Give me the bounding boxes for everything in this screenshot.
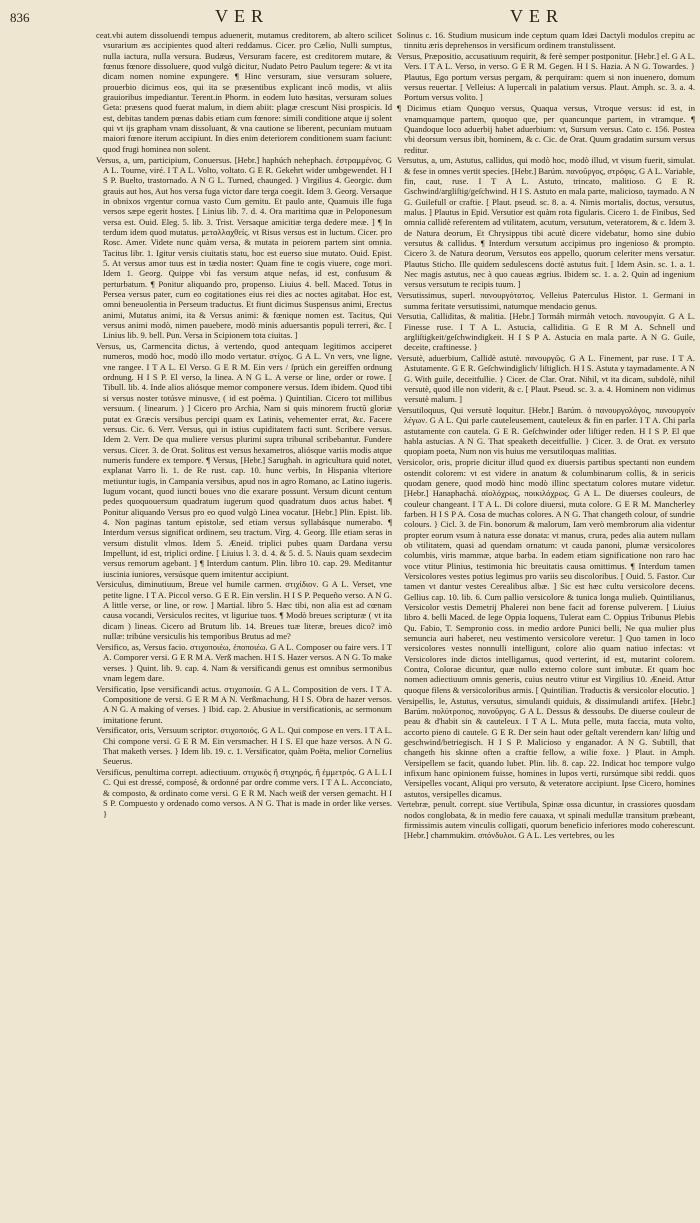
dictionary-entry: Versificator, oris, Versuum scriptor. στιχοποιός. G A L. Qui compose en vers. I T A L. Chi compone versi. G E R M. Ein versmacher. H I S. El que haze versos. A N G. That maketh verses. } Idem lib. 19. c. 1. Versificator, quàm Poëta, melior Cornelius Seuerus. <box>96 725 392 767</box>
dictionary-entry: Versicolor, oris, proprie dicitur illud quod ex diuersis partibus spectanti non eundem ostendit colorem: vt est videre in anatum & columbinarum collis, & in sericis quodam genere, quod modò hinc modò illinc spectatum colores mutare videtur. [Hebr.] Hanaphachá. αἰολόχρως, ποικιλόχρως. G A L. De diuerses couleurs, de couleur changeant. I T A L. Di colore diuersi, muta colore. G E R M. Mancherley farben. H I S P A. Cosa de muchas colores. A N G. That changeth colour, of sundrie colours. } Cicl. 3. de Fin. bonorum & malorum, Iam verò membrorum alia videntur propter eorum vsum à natura esse donata: vt manus, crura, pedes alia autem nullam ob vtilitatem, quasi ad quendam ornatum: vt cauda panoni, plumæ versicolores columbis, viris mammæ, atque barba. In eadem etiam significatione non raro hac voce vtitur Plinius, testimonia hic breuitatis causa omittimus. ¶ Interdum tamen Versicolores vestes potius legimus pro variis seu discoloribus. [ Ouid. 5. Fastor. Cur tamen vt dantur vestes Cerealibus albæ. ] Sic est hæc cultu versicolore decens. Gellius cap. 10. lib. 6. Cum pallio versicolore & tunica longa mulieb. Quintilianus, Versicolor vestis Demetrij Phalerei non bene facit ad forense pulverem. [ Liuius libro 4. belli Maced. de lege Oppia loquens, Tulerat eam C. Oppius Tribunus Plebis Qu. Fabio, T. Sempronio coss. in medio ardore Punici belli, Ne qua mulier plus semuncia auri haberet, neu vestimento versicolore veretur. ] Quo tamen in loco versicolores vestes nonnulli intelligunt, colore alio quam natiuo infectas: vt Versicolores inde dictos intelligamus, quod verterint, id est, mutarint colorem. Contra, Colorae dicuntur, quæ nullo externo colore sunt imbutæ. Et quam hoc nomen adiectiuum omnis generis, cuius neutro vtitur est Virgilius 10. Æneid. Attur quoque filens & versicoloribus armis. [ Quintilian. Traductis & versicolor elocutio. ] <box>397 457 695 695</box>
page-header <box>0 6 700 28</box>
left-column <box>96 30 392 1215</box>
dictionary-entry: Versutissimus, superl. πανουργότατος. Velleius Paterculus Histor. 1. Germani in summa feritate versutissimi, natumque mendacio genus. <box>397 290 695 311</box>
dictionary-entry: Versus, us, Carmencita dictus, à vertendo, quod antequam legitimos acciperet numeros, modò hoc, modò illo modo vertatur. στίχος. G A L. Vn vers, vne ligne, vne rangee. I T A L. El Verso. G E R M. Ein vers / ſprüch ein gereiffen ordnung ordnung. H I S P. El verso, la linea. A N G L. A verse or line, order or rowe. [ Tibull. lib. 4. Inde alios aliósque memor componere versus. Idem ibidem. Quod tibi si versus noster totúsve minusve, ( id est poëma. ) Quintilian. Cicero tot millibus versuum. ( linearum. ) ] Cicero pro Archia, Nam si quis minorem fructū gloriæ putat ex Græcis versibus percipi quam ex Latinis, vehementer errat, &c. Facere versus. Cic. 6. Verr. Versus, qui in istius cupiditatem facti sunt. Scribere versus. Idem 2. Verr. De qua muliere versus plurimi supra tribunal scribebantur. Fundere versus. Cicer. 3. de Orat. Solitus est versus hexametros, aliósque variis modis atque numeris fundere ex tempore. ¶ Versus, [Hebr.] Sarughah. in agricultura quid notet, explanat Varro li. 1. de Re rust. cap. 10. hunc verbis, In Hispania vlteriore metiuntur iugis, in Campania versibus, apud nos in agro Romano, ac Latino iugeris. Iugum vocant, quod iuncti boues vno die exarare possunt. Versum dicunt centum pedes quoquouersum quadratum iugerum quod quadratum duos actus habet. ¶ Ponitur aliquando Versus pro eo quod vulgò Linea vocatur. [Hebr.] Plin. Epist. lib. 4. Non paginas tantum epistolæ, sed etiam versus syllabásque numerabo. ¶ Interdum versus significat ordinem, seu tractum. Virg. 4. Georg. Ille etiam seras in versum distulit vlmos. Idem 5. Æneid. triplici pubes quam Dardana versu Impellunt, id est, triplici ordine. [ Liuius l. 3. d. 4. & 5. d. 5. Nauis quam sexdecim versus remorum agebant. ] ¶ Interdum cantum. Plin. libro 10. cap. 29. Meditantur iuscinia iuniores, versúsque quem imitentur accipiunt. <box>96 341 392 579</box>
right-column <box>397 30 695 1215</box>
page-number: 836 <box>10 10 30 25</box>
dictionary-entry: Versutus, a, um, Astutus, callidus, qui modò hoc, modò illud, vt visum fuerit, simulat. & fese in omnes vertit species. [Hebr.] Barúm. πανοῦργος, στρόφις. G A L. Variable, fin, caut, ruse. I T A L. Astuto, trincato, malitioso. G E R. Gschwind/argliſtig/geſchwind. H I S. Astuto en mala parte, malicioso, taymado. A N G. Guilefull or craftie. [ Plaut. pseud. sc. 8. a. 4. Nimis mortalis, doctus, versutus, malus. ] Plautus in Epid. Versutior est quàm rota figularis. Cicero 1. de Finibus, Sed omnia callidè referentem ad vtilitatem, acutum, versutum, veteratorem, & c. Idem 3. de Natura deorum, Et Chrysippus tibi acutè dicere videbatur, homo sine dubio versutus & callidus. ¶ Interdum versutum accipimus pro ingenioso & prompto. Cicero 3. de Natura deorum, Versutos eos appello, quorum celeriter mens versatur. Plautus Sticho. Ille quidem sedulescens doctè astutus fuit. [ Idem Asin. sc. 1. a. 1. Nec magis astutus, nec à quo caueas ægrius. Ibidem sc. 1. a. 2. Quin ad ingenium versus versutum te recipis tuum. ] <box>397 155 695 290</box>
dictionary-entry: Versiculus, diminutiuum, Breue vel humile carmen. στιχίδιον. G A L. Verset, vne petite ligne. I T A. Piccol verso. G E R. Ein verslin. H I S P. Pequeño verso. A N G. A little verse, or line, or row. ] Martial. libro 5. Hæc tibi, non alia est ad cœnam causa vocandi, Versiculos recites, vt liguriue tuos. ¶ Modò breues scripturæ ( vt ita dicam ) lineas. Cicero ad Brutum lib. 14. Breues tuæ literæ, breues dico? imò nullæ: tribúne versiculis his temporibus Brutus ad me? <box>96 579 392 642</box>
dictionary-entry: Vertebræ, penult. corrept. siue Vertibula, Spinæ ossa dicuntur, in crassiores quosdam nodos conglobata, & in medio fere cauaxa, vt spinali medullæ transitum præbeant, firmissimis autem vinculis colligati, quorum beneficio inferiores modo coherescunt. [Hebr.] chammukim. σπόνδυλοι. G A L. Les vertebres, ou les <box>397 799 695 841</box>
dictionary-entry: Versipellis, le, Astutus, versutus, simulandi quiduis, & dissimulandi artifex. [Hebr.] Barúm. πολύτροπος, πανοῦργος. G A L. Dessus & dessoubs. De diuerse couleur de peau & d'habit sin & cauteleux. I T A L. Muta pelle, muta faccia, muta volto, accorto pieno di cautele. G E R. Der sein haut oder geſtalt verendern kan/ liſtig und geschwind/betriegisch. H I S P. Malicioso y enganador. A N G. Subtill, that changeth his skinne often a craftie fellow, a wilie foxe. } Plaut. in Amph. Versipellem se facit, quando lubet. Plin. lib. 8. cap. 22. Indicat hoc tempore vulgo infixum hanc opinionem fuisse, homines in lupos verti, rursúmque sibi reddi. quos Versipelles vocant, Aliqui pro versuto, & veteratore accipiunt. Ipse Cicero, homines astutos, versipelles dicamus. <box>397 695 695 799</box>
dictionary-entry: ¶ Dicimus etiam Quoquo versus, Quaqua versus, Vtroque versus: id est, in vnamquamque partem, quoquo que, per quancunque partem, in vtramque. ¶ Quandoque loco aduerbij habet aduerbium: vt, Sursum versus. Cato c. 156. Postea vbi deorsum versus ibit, hominem, & c. Cic. de Orat. Quum gradatim sursum versus reditur. <box>397 103 695 155</box>
dictionary-entry: Versus, a, um, participium, Conuersus. [Hebr.] haphúch nehephach. ἐστραμμένος. G A L. Tourne, viré. I T A L. Volto, voltato. G E R. Gekehrt wider umbgewendet. H I S P. Buelto, trastornado. A N G L. Turned, chaunged. } Virgilius 4. Georgic. dum grauis aut hos, Aut hos versa fuga victor dare terga coegit. Idem 3. Georg. Versaque in obnixos vrgentur cornua vasto Cum gemitu. Et paulo ante, Quamuis ille fuga versos sæpe egerit hostes. [ Linius lib. 7. d. 4. Ora maritima quæ in Peloponesum versa est. Ouid. Eleg. 5. lib. 3. Trist. Versaque amicitiæ terga dedere meæ. ] ¶ In terdum idem quod mutatus. μεταλλαχθείς. vt Risus versus est in luctum. Cicer. pro Rosc. Amer. Videte nunc quàm versa, & mutata in peiorem partem sint omnia. Tacitus libr. 1. Igitur versis ciuitatis statu, hoc est euerso siue mutato. Ouid. Epist. 5. At versus amor tuus est in tædia noster: Quam fine te cogis viuere, coge mori. Idem 1. Georg. Quippe vbi fas versum atque nefas, id est, confusum & perturbatum. ¶ Ponitur aliquando pro, propenso. Liuius 4. bell. Maced. Totus in Persea versus pater, cum eo cogitationes eius rei dies ac noctes agitabat. Hoc est, omni beneuolentia in Perseum traductus. Et fiunt dicimus Suspensus animi, Erectus animi, Mutatus animi, ita & Versus animi: & fœnique nomen est. Tacitus, Qui versus animi modò, nimen pauebere, modò minis aduersantis populi terreri, &c. [ Linius lib. 9. bell. Pun. Versa in Scipionem tota ciuitas. ] <box>96 154 392 341</box>
running-head-right: VER <box>510 6 564 26</box>
dictionary-entry: Versutè, aduerbium, Callidè astutè. πανουργῶς. G A L. Finement, par ruse. I T A. Astutamente. G E R. Geſchwindiglich/ liſtiglich. H I S. Astuta y taymadamente. A N G. With guile, deceitfullie. } Cicer. de Clar. Orat. Nihil, vt ita dicam, subdolè, nihil versutè, quod ille non viderit, & c. [ Plaut. Pseud. sc. 3. a. 4. Hominem non vidimus versutè malum. ] <box>397 353 695 405</box>
dictionary-entry: Solinus c. 16. Studium musicum inde ceptum quam Idæi Dactyli modulos crepitu ac tinnitu æris deprehensos in versificum ordinem transtulissent. <box>397 30 695 51</box>
running-head-left: VER <box>215 6 269 26</box>
dictionary-entry: Versifico, as, Versus facio. στιχοποιέω, ἐποποιέω. G A L. Composer ou faire vers. I T A. Comporer versi. G E R M A. Verß machen. H I S. Hazer versos. A N G. To make verses. } Quint. lib. 9. cap. 4. Nam & versificandi genus est omnibus sermonibus vnam legem dare. <box>96 641 392 683</box>
dictionary-entry: Versutia, Calliditas, & malitia. [Hebr.] Tormáh mirmáh vetoch. πανουργία. G A L. Finesse ruse. I T A L. Astucia, calliditia. G E R M A. Schnell und argliſtigkeit/geſchwindigkeit. H I S P A. Astucia en mala parte. A N G. Guile, deceite, craftinesse. } <box>397 311 695 353</box>
dictionary-entry: Versificus, penultima corrept. adiectiuum. στιχικός ἢ στιχηρός, ἢ ἐμμετρός. G A L L I C. Qui est dressé, composé, & ordonné par ordre comme vers. I T A L. Acconciato, & composto, & ordinato come versi. G E R M. Nach weiß der versen gemacht. H I S P. Compuesto y ordenado como versos. A N G. That is made in order like verses. } <box>96 767 392 819</box>
dictionary-entry: Versus, Præpositio, accusatiuum requirit, & ferè semper postponitur. [Hebr.] el. G A L. Vers. I T A L. Verso, in verso. G E R M. Gegen. H I S. Hazia. A N G. Towardes. } Plautus, Ego portum versus pergam, & perquiram: quem si non inuenero, domum versus reuertar. [ Velleius: A lupercali in palatium versus. Plaut. Amph. sc. 3. a. 4. Portum versus volito. ] <box>397 51 695 103</box>
dictionary-entry: Versutiloquus, Qui versutè loquitur. [Hebr.] Barúm. ὁ πανουργολόγος, πανουργοίν λέγων. G A L. Qui parle cauteleusement, cauteleux & fin en parler. I T A. Chi parla astutamente con cautela. G E R. Geſchwinder oder liſtiger reden. H I S P. El que habla astucias. A N G. That speaketh deceitfullie. } Cicer. 3. de Orat. ex versuto quopiam poeta, Num non vis huius me versutiloquas malitias. <box>397 405 695 457</box>
dictionary-entry: ceat.vbi autem dissoluendi tempus aduenerit, mutamus creditorem, ab altero scilicet vsurarium æs accipientes quod alteri reddamus. Cicer. pro Cælio, Nulli sumptus, nulla iactura, nulla versura. Budæus, Versuram facere, est creditorem mutare, & fœnus fœnore dissoluere, quod vulgò dicitur, Nudato Petro Paulum tegere: & vt ita dicam nomen nomine expungere. ¶ Hinc versuram, siue versuram soluere, prouerbio dicimus eos, qui ita se præsentibus explicant incō modis, vt aliis grauioribus impediantur. Terent.in Phorm. in eodem luto hæsitas, versuram solues Geta: præsens quod fuerat malum, in diem abiit: plagæ crescunt Nisi prospicis. Id est, debitas tandem pœnas dabis etiam cum fœnore: simili conditione atque ij solent qui vt ijs grapham vnam dissoluant, & vna cautione se liberent, pecuniam mutuam maiori fœnore iterum accipiunt. In dies enim deteriorem conditionem suam faciunt: quod frugi hominea non solent. <box>96 30 392 154</box>
dictionary-entry: Versificatio, Ipse versificandi actus. στιχοποιία. G A L. Composition de vers. I T A. Compositione de versi. G E R M A N. Verßmachung. H I S. Obra de hazer versos. A N G. A making of verses. } Ibid. cap. 2. Abusiue in versificationis, ac sermonum imitatione ferunt. <box>96 683 392 725</box>
